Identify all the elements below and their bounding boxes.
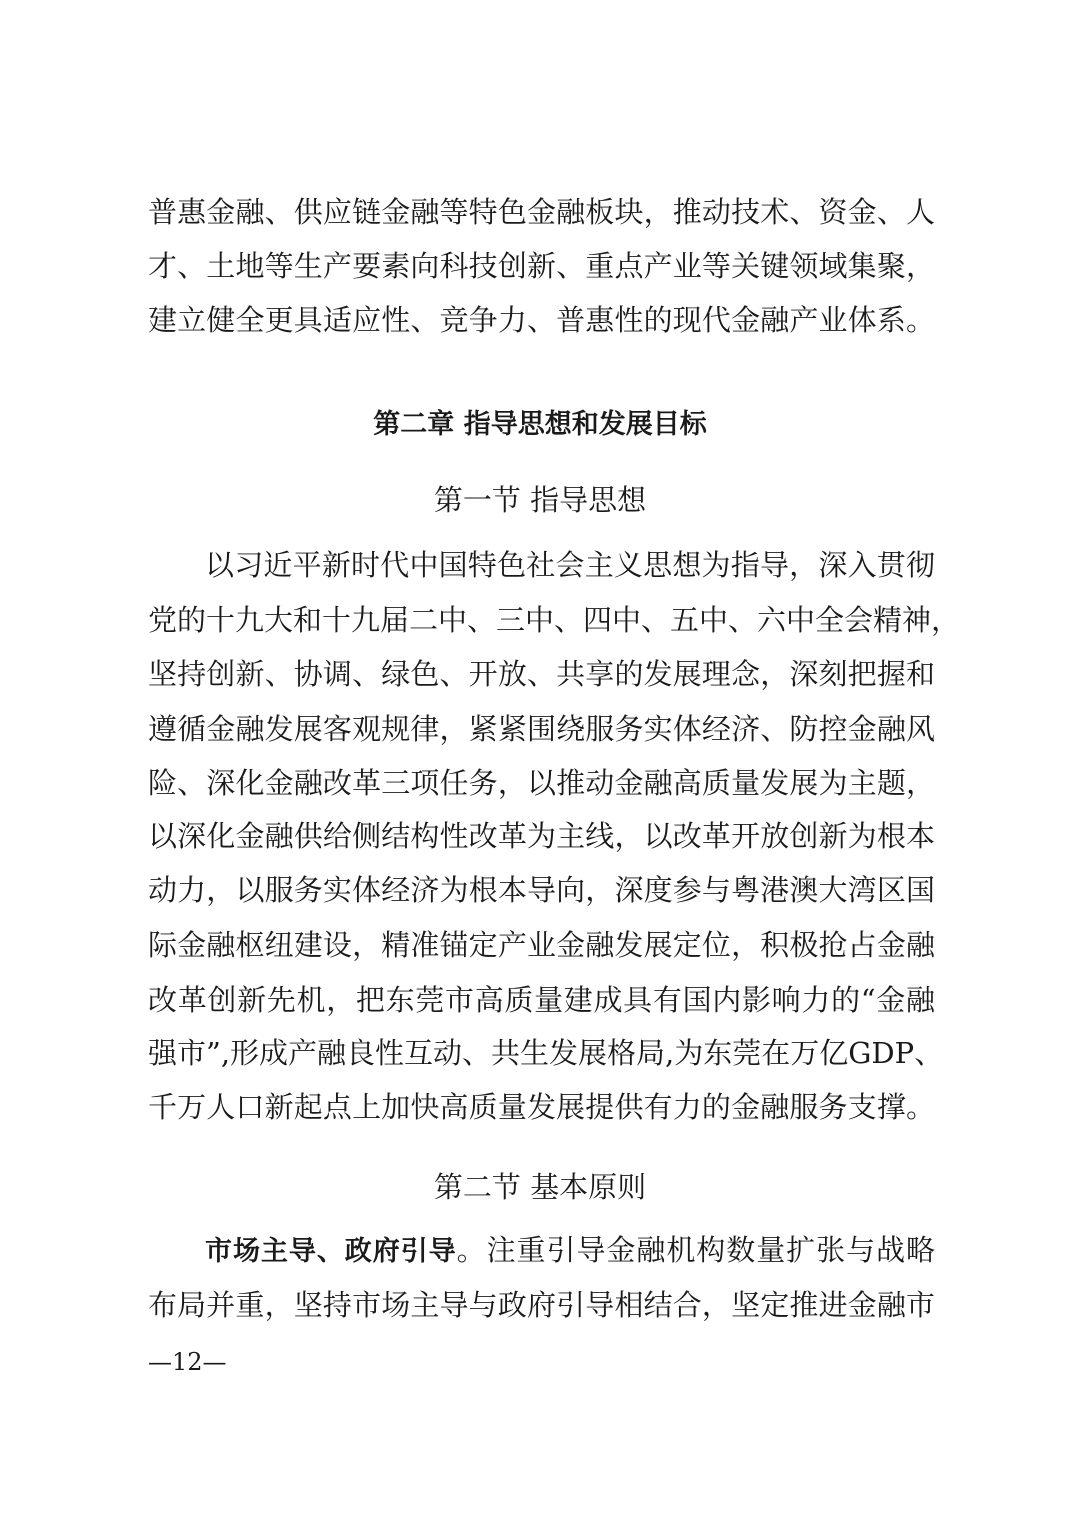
text-line: 千万人口新起点上加快高质量发展提供有力的金融服务支撑。: [148, 1090, 935, 1124]
text-line: 险、深化金融改革三项任务，以推动金融高质量发展为主题，: [148, 766, 935, 800]
text-line: 坚持创新、协调、绿色、开放、共享的发展理念，深刻把握和: [148, 657, 935, 691]
text-line: 布局并重，坚持市场主导与政府引导相结合，坚定推进金融市: [148, 1288, 935, 1322]
text-line: [205, 1230, 935, 1270]
bold-lead: 市场主导、政府引导: [205, 1236, 457, 1267]
text-line: 以深化金融供给侧结构性改革为主线，以改革开放创新为根本: [148, 819, 935, 853]
text-line: 党的十九大和十九届二中、三中、四中、五中、六中全会精神，: [148, 603, 961, 637]
text-line: 强市”,形成产融良性互动、共生发展格局,为东莞在万亿GDP、: [148, 1036, 944, 1070]
text-line: 际金融枢纽建设，精准锚定产业金融发展定位，积极抢占金融: [148, 928, 935, 962]
chapter-title: 第二章 指导思想和发展目标: [373, 409, 707, 440]
text-line: 动力，以服务实体经济为根本导向，深度参与粤港澳大湾区国: [148, 873, 935, 907]
text-line: 才、土地等生产要素向科技创新、重点产业等关键领域集聚，: [148, 249, 935, 283]
text-line: 改革创新先机，把东莞市高质量建成具有国内影响力的“金融: [148, 983, 935, 1017]
text-line: 建立健全更具适应性、竞争力、普惠性的现代金融产业体系。: [148, 303, 935, 337]
page-number: —12—: [148, 1348, 227, 1376]
text-span: 。注重引导金融机构数量扩张与战略: [456, 1233, 935, 1267]
section-title: 第二节 基本原则: [433, 1170, 647, 1204]
section-title: 第一节 指导思想: [433, 483, 647, 517]
text-line: 普惠金融、供应链金融等特色金融板块，推动技术、资金、人: [148, 195, 935, 229]
text-line: 以习近平新时代中国特色社会主义思想为指导，深入贯彻: [205, 548, 935, 582]
text-line: 遵循金融发展客观规律，紧紧围绕服务实体经济、防控金融风: [148, 712, 935, 746]
